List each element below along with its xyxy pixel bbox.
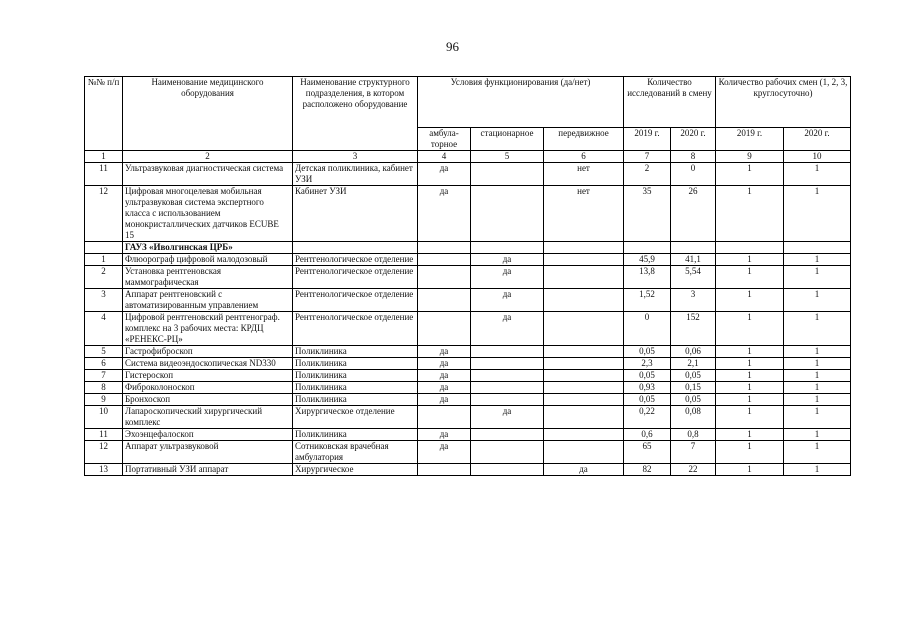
mobile-cell xyxy=(544,312,624,346)
shifts-2019-cell: 1 xyxy=(716,464,784,476)
stationary-cell xyxy=(471,429,544,441)
stationary-cell: да xyxy=(471,312,544,346)
column-number: 4 xyxy=(418,151,471,163)
stationary-cell: да xyxy=(471,266,544,289)
row-number: 4 xyxy=(85,312,123,346)
department-name: Поликлиника xyxy=(293,382,418,394)
equipment-name: Фиброколоноскоп xyxy=(123,382,293,394)
equipment-name: Бронхоскоп xyxy=(123,394,293,406)
department-name: Хирургическое xyxy=(293,464,418,476)
table-row xyxy=(85,406,851,429)
stationary-cell xyxy=(471,441,544,464)
section-empty-cell xyxy=(85,242,123,254)
department-name: Поликлиника xyxy=(293,346,418,358)
table-row xyxy=(85,429,851,441)
shifts-2019-cell: 1 xyxy=(716,289,784,312)
stationary-cell xyxy=(471,370,544,382)
header-studies: Количество исследований в смену xyxy=(624,77,716,128)
column-number-row xyxy=(85,151,851,163)
studies-2020-cell: 5,54 xyxy=(671,266,716,289)
shifts-2019-cell: 1 xyxy=(716,394,784,406)
shifts-2019-cell: 1 xyxy=(716,163,784,186)
studies-2019-cell: 0,6 xyxy=(624,429,671,441)
row-number: 11 xyxy=(85,429,123,441)
department-name: Детская поликлиника, кабинет УЗИ xyxy=(293,163,418,186)
header-row-1 xyxy=(85,77,851,128)
row-number: 12 xyxy=(85,441,123,464)
ambulatory-cell: да xyxy=(418,441,471,464)
ambulatory-cell: да xyxy=(418,163,471,186)
row-number: 7 xyxy=(85,370,123,382)
mobile-cell xyxy=(544,382,624,394)
ambulatory-cell: да xyxy=(418,429,471,441)
column-number: 8 xyxy=(671,151,716,163)
equipment-table xyxy=(84,76,851,476)
ambulatory-cell: да xyxy=(418,370,471,382)
shifts-2020-cell: 1 xyxy=(784,464,851,476)
stationary-cell xyxy=(471,382,544,394)
mobile-cell xyxy=(544,394,624,406)
mobile-cell xyxy=(544,441,624,464)
department-name: Кабинет УЗИ xyxy=(293,186,418,242)
section-empty-cell xyxy=(716,242,784,254)
table-row xyxy=(85,370,851,382)
column-number: 2 xyxy=(123,151,293,163)
mobile-cell xyxy=(544,254,624,266)
shifts-2020-cell: 1 xyxy=(784,441,851,464)
table-row xyxy=(85,358,851,370)
header-shifts: Количество рабочих смен (1, 2, 3, круглосуточно) xyxy=(716,77,851,128)
studies-2020-cell: 22 xyxy=(671,464,716,476)
mobile-cell xyxy=(544,346,624,358)
studies-2020-cell: 152 xyxy=(671,312,716,346)
shifts-2020-cell: 1 xyxy=(784,358,851,370)
equipment-name: Аппарат рентгеновский с автоматизированным управлением xyxy=(123,289,293,312)
section-empty-cell xyxy=(418,242,471,254)
department-name: Рентгенологическое отделение xyxy=(293,254,418,266)
equipment-name: Лапароскопический хирургический комплекс xyxy=(123,406,293,429)
section-empty-cell xyxy=(293,242,418,254)
section-row xyxy=(85,242,851,254)
equipment-name: Ультразвуковая диагностическая система xyxy=(123,163,293,186)
shifts-2020-cell: 1 xyxy=(784,186,851,242)
row-number: 3 xyxy=(85,289,123,312)
studies-2020-cell: 2,1 xyxy=(671,358,716,370)
shifts-2020-cell: 1 xyxy=(784,254,851,266)
ambulatory-cell xyxy=(418,464,471,476)
section-empty-cell xyxy=(784,242,851,254)
studies-2020-cell: 0 xyxy=(671,163,716,186)
studies-2019-cell: 65 xyxy=(624,441,671,464)
department-name: Поликлиника xyxy=(293,429,418,441)
studies-2020-cell: 0,05 xyxy=(671,370,716,382)
equipment-name: Установка рентгеновская маммографическая xyxy=(123,266,293,289)
shifts-2019-cell: 1 xyxy=(716,406,784,429)
header-stationary: стационарное xyxy=(471,128,544,151)
table-row xyxy=(85,186,851,242)
studies-2019-cell: 2,3 xyxy=(624,358,671,370)
table-row xyxy=(85,441,851,464)
ambulatory-cell xyxy=(418,266,471,289)
ambulatory-cell xyxy=(418,289,471,312)
studies-2020-cell: 0,8 xyxy=(671,429,716,441)
studies-2020-cell: 0,06 xyxy=(671,346,716,358)
column-number: 6 xyxy=(544,151,624,163)
studies-2020-cell: 3 xyxy=(671,289,716,312)
studies-2020-cell: 0,08 xyxy=(671,406,716,429)
shifts-2019-cell: 1 xyxy=(716,382,784,394)
table-row xyxy=(85,464,851,476)
column-number: 5 xyxy=(471,151,544,163)
department-name: Рентгенологическое отделение xyxy=(293,266,418,289)
shifts-2020-cell: 1 xyxy=(784,429,851,441)
row-number: 1 xyxy=(85,254,123,266)
studies-2019-cell: 0,05 xyxy=(624,394,671,406)
shifts-2020-cell: 1 xyxy=(784,406,851,429)
row-number: 9 xyxy=(85,394,123,406)
shifts-2020-cell: 1 xyxy=(784,370,851,382)
row-number: 2 xyxy=(85,266,123,289)
column-number: 9 xyxy=(716,151,784,163)
ambulatory-cell: да xyxy=(418,346,471,358)
department-name: Рентгенологическое отделение xyxy=(293,312,418,346)
column-number: 7 xyxy=(624,151,671,163)
header-studies-2019: 2019 г. xyxy=(624,128,671,151)
shifts-2019-cell: 1 xyxy=(716,358,784,370)
studies-2019-cell: 0,05 xyxy=(624,370,671,382)
stationary-cell xyxy=(471,163,544,186)
row-number: 11 xyxy=(85,163,123,186)
department-name: Хирургическое отделение xyxy=(293,406,418,429)
shifts-2019-cell: 1 xyxy=(716,186,784,242)
header-ambulatory: амбула-торное xyxy=(418,128,471,151)
stationary-cell: да xyxy=(471,406,544,429)
equipment-name: Цифровой рентгеновский рентгенограф. комплекс на 3 рабочих места: КРДЦ «РЕНЕКС-РЦ» xyxy=(123,312,293,346)
ambulatory-cell: да xyxy=(418,394,471,406)
row-number: 10 xyxy=(85,406,123,429)
section-title: ГАУЗ «Иволгинская ЦРБ» xyxy=(123,242,293,254)
shifts-2020-cell: 1 xyxy=(784,394,851,406)
shifts-2020-cell: 1 xyxy=(784,312,851,346)
table-row xyxy=(85,163,851,186)
equipment-name: Система видеоэндоскопическая ND330 xyxy=(123,358,293,370)
stationary-cell xyxy=(471,464,544,476)
shifts-2019-cell: 1 xyxy=(716,429,784,441)
shifts-2020-cell: 1 xyxy=(784,382,851,394)
header-conditions: Условия функционирования (да/нет) xyxy=(418,77,624,128)
mobile-cell xyxy=(544,429,624,441)
equipment-name: Цифровая многоцелевая мобильная ультразвуковая система экспертного класса с использованием монокристаллических датчиков ECUBE 15 xyxy=(123,186,293,242)
row-number: 8 xyxy=(85,382,123,394)
header-equipment: Наименование медицинского оборудования xyxy=(123,77,293,151)
row-number: 12 xyxy=(85,186,123,242)
section-empty-cell xyxy=(471,242,544,254)
header-studies-2020: 2020 г. xyxy=(671,128,716,151)
shifts-2019-cell: 1 xyxy=(716,346,784,358)
shifts-2020-cell: 1 xyxy=(784,163,851,186)
mobile-cell: нет xyxy=(544,163,624,186)
table-row xyxy=(85,254,851,266)
shifts-2019-cell: 1 xyxy=(716,254,784,266)
mobile-cell xyxy=(544,266,624,289)
stationary-cell: да xyxy=(471,254,544,266)
studies-2019-cell: 1,52 xyxy=(624,289,671,312)
mobile-cell xyxy=(544,358,624,370)
stationary-cell: да xyxy=(471,289,544,312)
section-empty-cell xyxy=(624,242,671,254)
department-name: Рентгенологическое отделение xyxy=(293,289,418,312)
studies-2019-cell: 45,9 xyxy=(624,254,671,266)
ambulatory-cell xyxy=(418,254,471,266)
equipment-name: Гастрофиброскоп xyxy=(123,346,293,358)
department-name: Поликлиника xyxy=(293,358,418,370)
stationary-cell xyxy=(471,394,544,406)
page-number: 96 xyxy=(446,39,459,54)
studies-2019-cell: 2 xyxy=(624,163,671,186)
column-number: 10 xyxy=(784,151,851,163)
equipment-name: Гистероскоп xyxy=(123,370,293,382)
department-name: Поликлиника xyxy=(293,394,418,406)
studies-2020-cell: 41,1 xyxy=(671,254,716,266)
table-row xyxy=(85,394,851,406)
table-row xyxy=(85,346,851,358)
header-shifts-2019: 2019 г. xyxy=(716,128,784,151)
shifts-2020-cell: 1 xyxy=(784,266,851,289)
column-number: 1 xyxy=(85,151,123,163)
department-name: Сотниковская врачебная амбулатория xyxy=(293,441,418,464)
mobile-cell xyxy=(544,370,624,382)
equipment-name: Флюорограф цифровой малодозовый xyxy=(123,254,293,266)
equipment-name: Эхоэнцефалоскоп xyxy=(123,429,293,441)
mobile-cell xyxy=(544,406,624,429)
header-mobile: передвижное xyxy=(544,128,624,151)
mobile-cell xyxy=(544,289,624,312)
table-row xyxy=(85,382,851,394)
shifts-2019-cell: 1 xyxy=(716,441,784,464)
row-number: 5 xyxy=(85,346,123,358)
section-empty-cell xyxy=(544,242,624,254)
ambulatory-cell xyxy=(418,312,471,346)
row-number: 6 xyxy=(85,358,123,370)
stationary-cell xyxy=(471,186,544,242)
studies-2019-cell: 0 xyxy=(624,312,671,346)
ambulatory-cell xyxy=(418,406,471,429)
mobile-cell: нет xyxy=(544,186,624,242)
table-row xyxy=(85,289,851,312)
equipment-name: Аппарат ультразвуковой xyxy=(123,441,293,464)
equipment-name: Портативный УЗИ аппарат xyxy=(123,464,293,476)
shifts-2019-cell: 1 xyxy=(716,266,784,289)
section-empty-cell xyxy=(671,242,716,254)
column-number: 3 xyxy=(293,151,418,163)
mobile-cell: да xyxy=(544,464,624,476)
studies-2019-cell: 0,93 xyxy=(624,382,671,394)
studies-2019-cell: 13,8 xyxy=(624,266,671,289)
department-name: Поликлиника xyxy=(293,370,418,382)
studies-2020-cell: 0,05 xyxy=(671,394,716,406)
header-shifts-2020: 2020 г. xyxy=(784,128,851,151)
studies-2020-cell: 26 xyxy=(671,186,716,242)
shifts-2019-cell: 1 xyxy=(716,312,784,346)
studies-2019-cell: 0,22 xyxy=(624,406,671,429)
row-number: 13 xyxy=(85,464,123,476)
shifts-2019-cell: 1 xyxy=(716,370,784,382)
stationary-cell xyxy=(471,346,544,358)
header-num: №№ п/п xyxy=(85,77,123,151)
studies-2020-cell: 7 xyxy=(671,441,716,464)
header-department: Наименование структурного подразделения, в котором расположено оборудование xyxy=(293,77,418,151)
ambulatory-cell: да xyxy=(418,382,471,394)
studies-2019-cell: 0,05 xyxy=(624,346,671,358)
studies-2020-cell: 0,15 xyxy=(671,382,716,394)
stationary-cell xyxy=(471,358,544,370)
table-row xyxy=(85,266,851,289)
ambulatory-cell: да xyxy=(418,186,471,242)
shifts-2020-cell: 1 xyxy=(784,289,851,312)
ambulatory-cell: да xyxy=(418,358,471,370)
table-row xyxy=(85,312,851,346)
studies-2019-cell: 82 xyxy=(624,464,671,476)
shifts-2020-cell: 1 xyxy=(784,346,851,358)
studies-2019-cell: 35 xyxy=(624,186,671,242)
